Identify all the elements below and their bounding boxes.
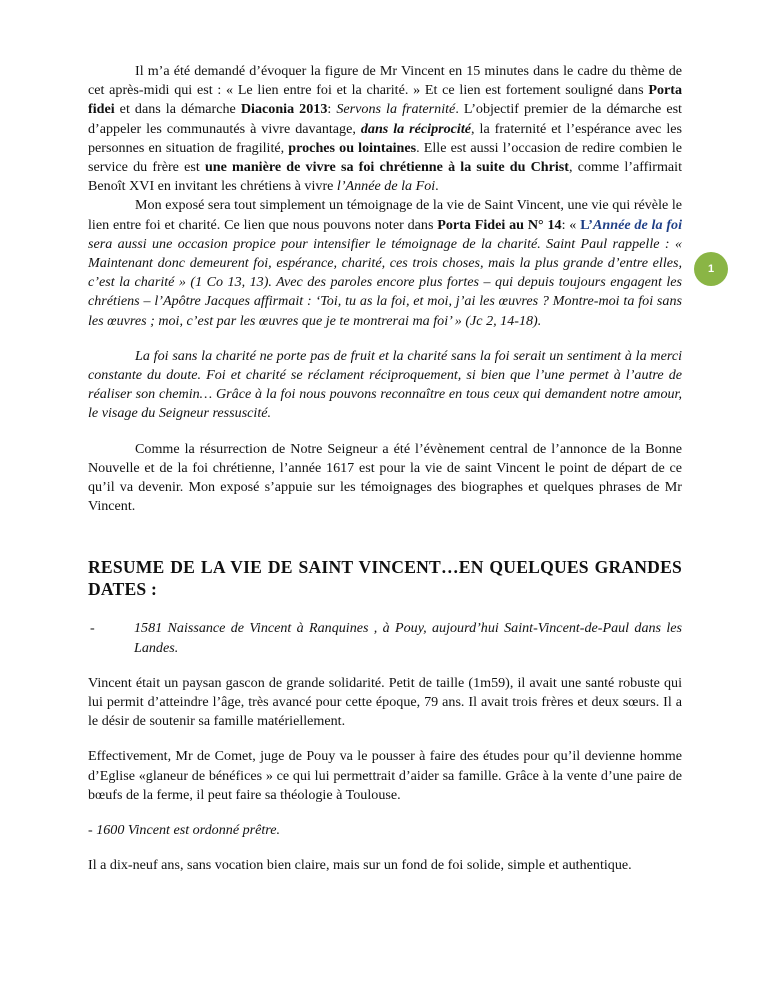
paysan-paragraph: Vincent était un paysan gascon de grande solidarité. Petit de taille (1m59), il avait une santé robuste qui lui permit d’atteindre l’âge, très avancé pour cette époque, 79 ans. Il avait trois frères et deux sœurs. Il a le désir de soutenir sa famille matériellement. — [88, 674, 682, 730]
text-column — [88, 62, 682, 876]
highlight-link-text: L’ — [580, 216, 593, 233]
list-item-1581: - 1581 Naissance de Vincent à Ranquines , à Pouy, aujourd’hui Saint-Vincent-de-Paul dans les Landes. — [90, 620, 682, 656]
page-number-badge: 1 — [694, 252, 728, 286]
intro-paragraph: Il m’a été demandé d’évoquer la figure de Mr Vincent en 15 minutes dans le cadre du thème de cet après-midi qui est : « Le lien entre foi et la charité. » Et ce lien est fortement souligné dans Porta fidei et dans la démarche Diaconia 2013: Servons la fraternité. L’objectif premier de la démarche est d’appeler les communautés à vivre davantage, dans la réciprocité, la fraternité et l’espérance avec les personnes en situation de fragilité, proches ou lointaines. Elle est aussi l’occasion de redire combien le service du frère est une manière de vivre sa foi chrétienne à la suite du Christ, comme l’affirmait Benoît XVI en invitant les chrétiens à vivre l’Année de la Foi. — [88, 63, 683, 195]
section-heading: RESUME DE LA VIE DE SAINT VINCENT…EN QUELQUES GRANDES DATES : — [88, 557, 682, 600]
comet-paragraph: Effectivement, Mr de Comet, juge de Pouy va le pousser à faire des études pour qu’il devienne homme d’Eglise «glaneur de bénéfices » ce qui lui permettrait d’aider sa famille. Grâce à la vente d’une paire de bœufs de la ferme, il peut faire sa théologie à Toulouse. — [88, 748, 682, 803]
porta-fidei-paragraph: Mon exposé sera tout simplement un témoignage de la vie de Saint Vincent, une vie qui révèle le lien entre foi et charité. Ce lien que nous pouvons noter dans Porta Fidei au N° 14: « L’Année de la foi sera aussi une occasion propice pour intensifier le témoignage de la charité. Saint Paul rappelle : « Maintenant donc demeurent foi, espérance, charité, ces trois choses, mais la plus grande d’entre elles, c’est la charité » (1 Co 13, 13). Avec des paroles encore plus fortes – qui depuis toujours engagent les chrétiens – l’Apôtre Jacques affirmait : ‘Toi, tu as la foi, et moi, j’ai les œuvres ? Montre-moi ta foi sans les œuvres ; moi, c’est par les œuvres que je te montrerai ma foi’ » (Jc 2, 14-18). — [88, 197, 682, 329]
date-1600: - 1600 Vincent est ordonné prêtre. — [88, 822, 281, 839]
resurrection-paragraph: Comme la résurrection de Notre Seigneur a été l’évènement central de l’annonce de la Bonne Nouvelle et de la foi chrétienne, l’année 1617 est pour la vie de saint Vincent le point de départ de ce qu’il va devenir. Mon exposé s’appuie sur les témoignages des biographes et quelques phrases de Mr Vincent. — [88, 440, 682, 515]
faith-charity-paragraph: La foi sans la charité ne porte pas de fruit et la charité sans la foi serait un sentiment à la merci constante du doute. Foi et charité se réclament réciproquement, si bien que l’une permet à l’autre de réaliser son chemin… Grâce à la foi nous pouvons reconnaître en tous ceux qui demandent notre amour, le visage du Seigneur ressuscité. — [88, 347, 682, 422]
ordination-paragraph: Il a dix-neuf ans, sans vocation bien claire, mais sur un fond de foi solide, simple et authentique. — [88, 857, 632, 874]
